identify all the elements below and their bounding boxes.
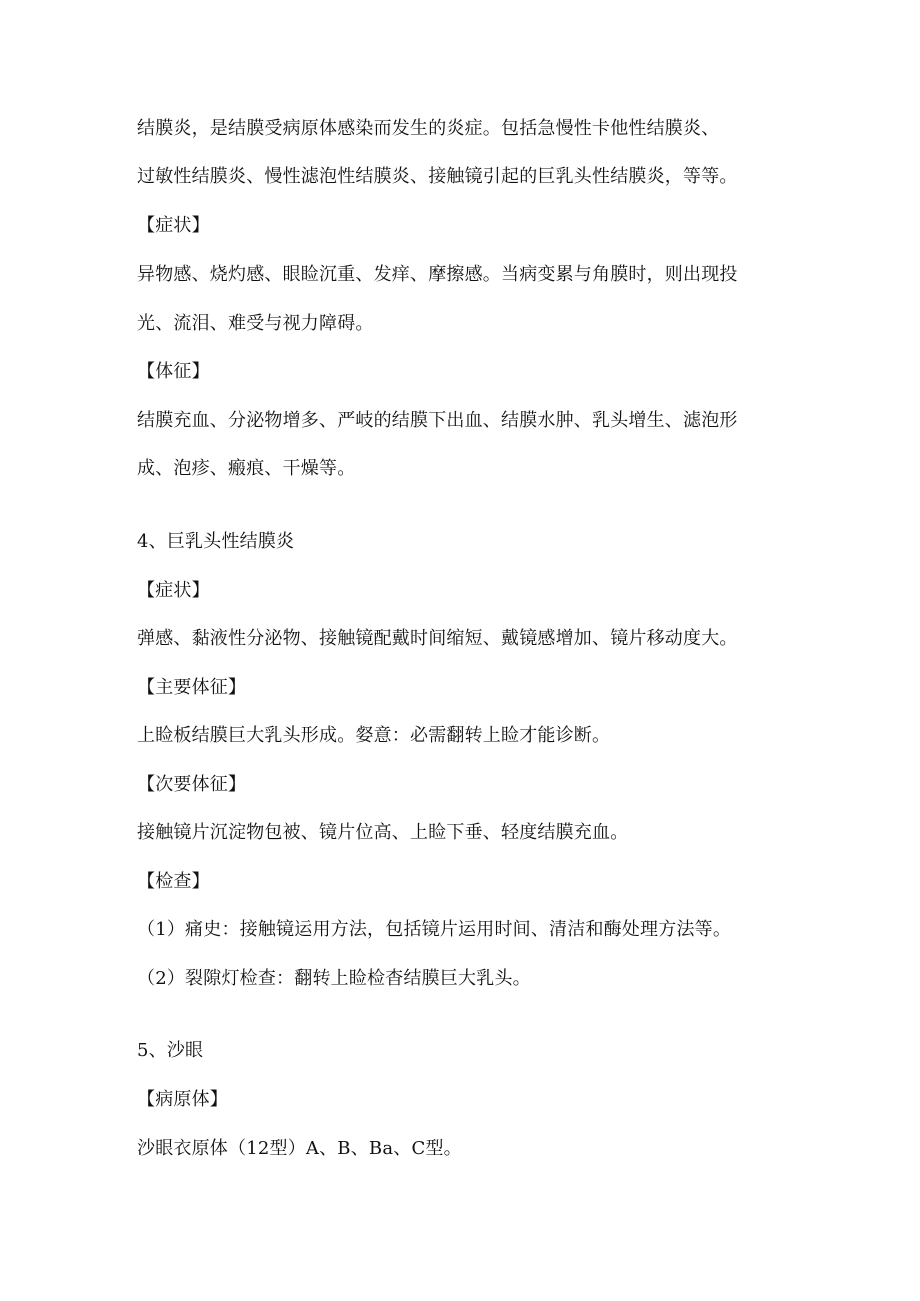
paragraph-line: 结膜炎，是结膜受病原体感染而发生的炎症。包括急慢性卡他性结膜炎、 <box>137 118 720 139</box>
section-heading: 【病原体】 <box>137 1089 228 1110</box>
chapter-heading: 5、沙眼 <box>137 1040 204 1061</box>
paragraph-line: 成、泡疹、瘢痕、干燥等。 <box>137 458 356 479</box>
paragraph-line: 沙眼衣原体（12型）A、B、Ba、C型。 <box>137 1138 462 1159</box>
paragraph-line: 光、流泪、难受与视力障碍。 <box>137 313 374 334</box>
section-heading: 【症状】 <box>137 215 210 236</box>
paragraph-line: 过敏性结膜炎、慢性滤泡性结膜炎、接触镜引起的巨乳头性结膜炎，等等。 <box>137 166 738 187</box>
section-heading: 【主要体征】 <box>137 677 247 698</box>
section-heading: 【体征】 <box>137 361 210 382</box>
list-item: （2）裂隙灯检查：翻转上睑检杳结膜巨大乳头。 <box>137 968 531 989</box>
paragraph-line: 异物感、烧灼感、眼睑沉重、发痒、摩擦感。当病变累与角膜时，则出现投 <box>137 264 738 285</box>
section-heading: 【检查】 <box>137 871 210 892</box>
chapter-heading: 4、巨乳头性结膜炎 <box>137 531 295 552</box>
section-heading: 【次要体征】 <box>137 774 247 795</box>
section-heading: 【症状】 <box>137 580 210 601</box>
paragraph-line: 上睑板结膜巨大乳头形成。㛑意：必需翻转上睑才能诊断。 <box>137 725 611 746</box>
list-item: （1）痛史：接触镜运用方法，包括镜片运用时间、清洁和酶处理方法等。 <box>137 919 732 940</box>
paragraph-line: 接触镜片沉淀物包被、镜片位高、上睑下垂、轻度结膜充血。 <box>137 822 629 843</box>
paragraph-line: 结膜充血、分泌物增多、严岐的结膜下出血、结膜水肿、乳头增生、滤泡形 <box>137 410 738 431</box>
paragraph-line: 弹感、黏液性分泌物、接触镜配戴时间缩短、戴镜感增加、镜片移动度大。 <box>137 628 738 649</box>
